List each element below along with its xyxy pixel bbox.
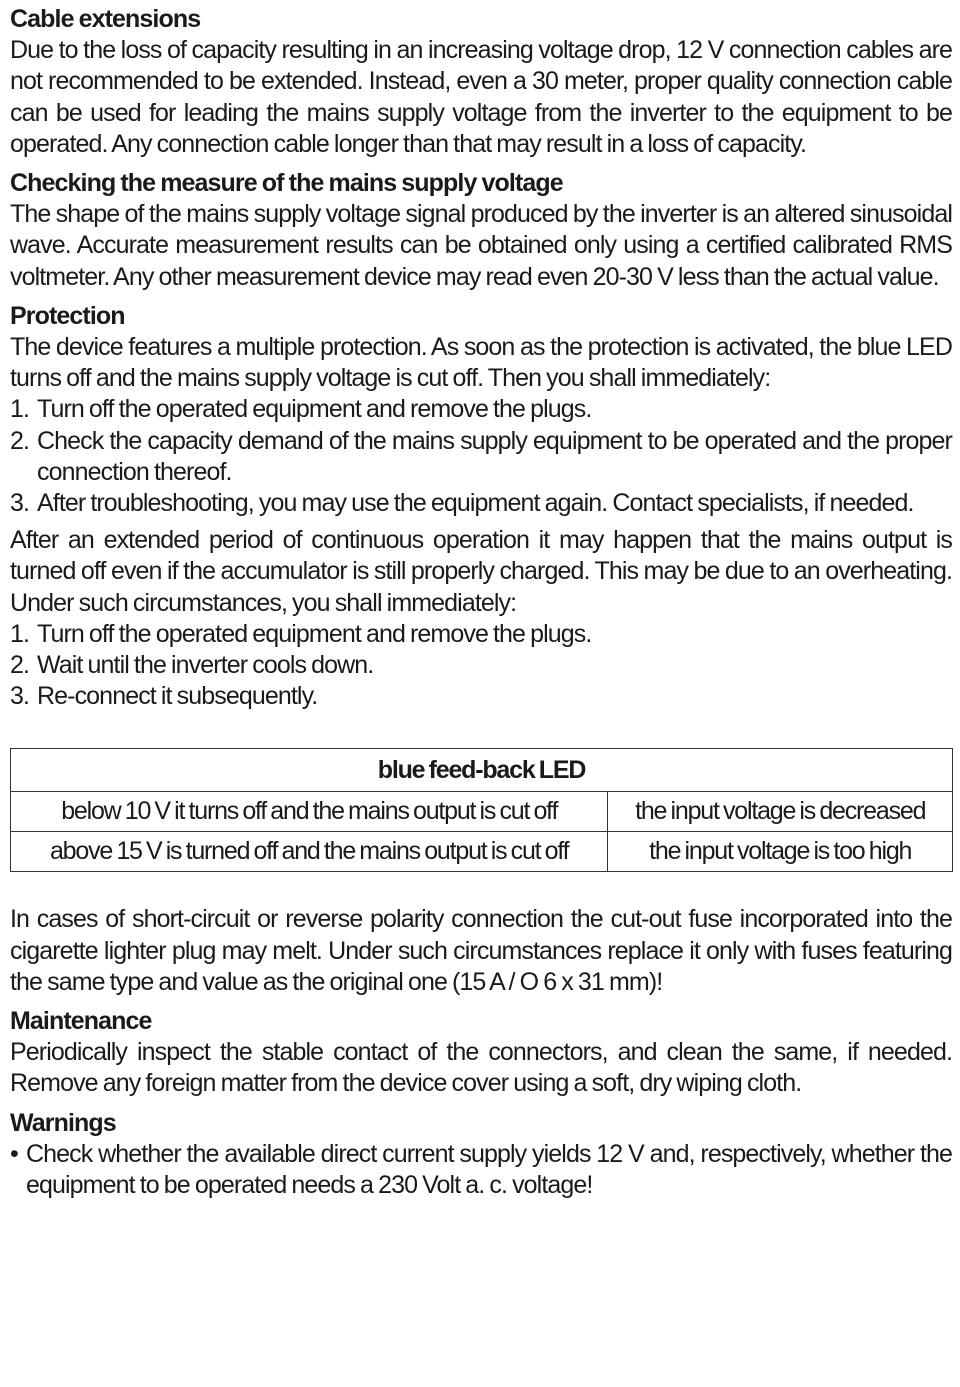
list-text: After troubleshooting, you may use the equipment again. Contact specialists, if needed. <box>37 489 914 518</box>
list-item <box>10 650 952 681</box>
list-text: Wait until the inverter cools down. <box>37 651 374 680</box>
list-text: Turn off the operated equipment and remove the plugs. <box>37 395 592 424</box>
protection-heading: Protection <box>10 301 125 330</box>
list-number: 2. <box>10 426 30 455</box>
led-condition-cell: below 10 V it turns off and the mains output is cut off <box>11 792 608 832</box>
led-feedback-table <box>10 748 953 872</box>
led-condition-cell: above 15 V is turned off and the mains output is cut off <box>11 832 608 872</box>
protection-steps-list <box>10 394 952 519</box>
list-number: 2. <box>10 651 30 680</box>
table-row <box>11 792 953 832</box>
list-text: Re-connect it subsequently. <box>37 682 318 711</box>
list-text: Check whether the available direct current supply yields 12 V and, respectively, whether the equipment to be operated needs a 230 Volt a. c. voltage! <box>26 1139 952 1200</box>
cable-extensions-text: Due to the loss of capacity resulting in an increasing voltage drop, 12 V connection cables are not recommended to be extended. Instead, even a 30 meter, proper quality connection cable can be used for leading the mains supply voltage from the inverter to the equipment to be operated. Any connection cable longer than that may result in a loss of capacity. <box>10 36 952 158</box>
list-item <box>10 681 952 712</box>
cable-extensions-heading: Cable extensions <box>10 5 201 33</box>
led-table-title: blue feed-back LED <box>11 749 953 792</box>
list-number: 3. <box>10 682 30 711</box>
list-number: 3. <box>10 489 30 518</box>
list-text: Check the capacity demand of the mains supply equipment to be operated and the proper connection thereof. <box>37 426 952 486</box>
protection-intro: The device features a multiple protection. As soon as the protection is activated, the blue LED turns off and the mains supply voltage is cut off. Then you shall immediately: <box>10 333 952 393</box>
led-meaning-cell: the input voltage is too high <box>608 832 953 872</box>
list-item <box>10 488 952 519</box>
list-item <box>10 426 952 488</box>
list-item <box>10 394 952 425</box>
overheating-text: After an extended period of continuous operation it may happen that the mains output is turned off even if the accumulator is still properly charged. This may be due to an overheating. Under such circumstances, you shall immediately: <box>10 526 952 617</box>
list-number: 1. <box>10 395 30 424</box>
maintenance-text: Periodically inspect the stable contact of the connectors, and clean the same, if needed. Remove any foreign matter from the device cover using a soft, dry wiping cloth. <box>10 1038 952 1098</box>
warnings-heading: Warnings <box>10 1108 116 1137</box>
list-item <box>10 1139 952 1201</box>
maintenance-heading: Maintenance <box>10 1007 152 1036</box>
list-text: Turn off the operated equipment and remove the plugs. <box>37 619 592 648</box>
list-item <box>10 619 952 650</box>
table-row <box>11 832 953 872</box>
led-meaning-cell: the input voltage is decreased <box>608 792 953 832</box>
bullet-icon: • <box>10 1139 18 1168</box>
fuse-text: In cases of short-circuit or reverse polarity connection the cut-out fuse incorporated into the cigarette lighter plug may melt. Under such circumstances replace it only with fuses featuring the same type and value as the original one (15 A / O 6 x 31 mm)! <box>10 905 952 996</box>
list-number: 1. <box>10 619 30 648</box>
overheating-steps-list <box>10 619 952 713</box>
checking-voltage-text: The shape of the mains supply voltage signal produced by the inverter is an altered sinusoidal wave. Accurate measurement results can be obtained only using a certified calibrated RMS voltmeter. Any other measurement device may read even 20-30 V less than the actual value. <box>10 200 952 291</box>
checking-voltage-heading: Checking the measure of the mains supply voltage <box>10 169 563 198</box>
table-header-row <box>11 749 953 792</box>
